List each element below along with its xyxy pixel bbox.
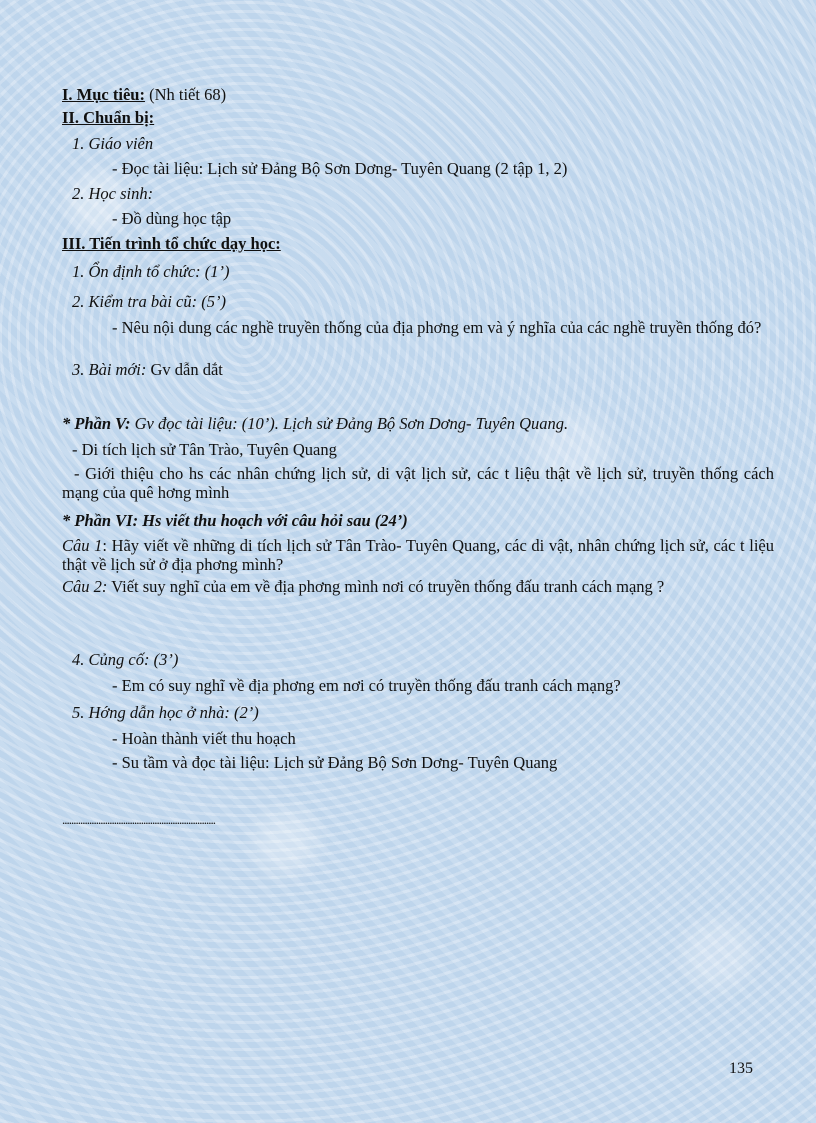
question-2: Câu 2: Viết suy nghĩ của em về địa phơng mình nơi có truyền thống đấu tranh cách mạng ?: [62, 577, 665, 596]
step-5-item: - Su tầm và đọc tài liệu: Lịch sử Đảng Bộ Sơn Dơng- Tuyên Quang: [112, 753, 558, 772]
part-5-item: - Giới thiệu cho hs các nhân chứng lịch sử, di vật lịch sử, các t liệu thật về lịch sử, truyền thống cách mạng của quê hơng mình: [62, 464, 774, 502]
section-preparation: [62, 108, 774, 127]
step-3: 3. Bài mới: Gv dẫn dắt: [72, 360, 223, 379]
part-5-item: - Di tích lịch sử Tân Trào, Tuyên Quang: [72, 440, 337, 459]
section-process: [62, 234, 774, 253]
section-heading: II. Chuẩn bị:: [62, 108, 155, 127]
teacher-label: 1. Giáo viên: [72, 134, 154, 153]
dotted-divider: ....................................................................: [62, 812, 215, 827]
step-5-item: - Hoàn thành viết thu hoạch: [112, 729, 296, 748]
student-item: - Đồ dùng học tập: [112, 209, 232, 228]
section-heading: III. Tiến trình tổ chức dạy học:: [62, 234, 281, 253]
step-2: 2. Kiểm tra bài cũ: (5’): [72, 292, 226, 311]
part-5-heading: * Phần V: Gv đọc tài liệu: (10’). Lịch sử Đảng Bộ Sơn Dơng- Tuyên Quang.: [62, 414, 569, 433]
step-4: 4. Củng cố: (3’): [72, 650, 179, 669]
teacher-item: - Đọc tài liệu: Lịch sử Đảng Bộ Sơn Dơng- Tuyên Quang (2 tập 1, 2): [112, 159, 568, 178]
student-label: 2. Học sinh:: [72, 184, 154, 203]
question-1: Câu 1: Hãy viết về những di tích lịch sử Tân Trào- Tuyên Quang, các di vật, nhân chứng lịch sử, các t liệu thật về lịch sử ở địa phơng mình?: [62, 536, 774, 574]
section-objectives: [62, 85, 774, 104]
step-5: 5. Hớng dẫn học ở nhà: (2’): [72, 703, 259, 722]
step-1: 1. Ổn định tổ chức: (1’): [72, 262, 230, 281]
step-2-question: - Nêu nội dung các nghề truyền thống của địa phơng em và ý nghĩa của các nghề truyền thống đó?: [112, 318, 762, 337]
step-4-item: - Em có suy nghĩ về địa phơng em nơi có truyền thống đấu tranh cách mạng?: [112, 676, 621, 695]
section-note: (Nh tiết 68): [144, 85, 227, 104]
section-heading: I. Mục tiêu:: [62, 85, 145, 104]
page-number: 135: [729, 1060, 753, 1077]
part-6-heading: * Phần VI: Hs viết thu hoạch với câu hỏi sau (24’): [62, 511, 408, 530]
